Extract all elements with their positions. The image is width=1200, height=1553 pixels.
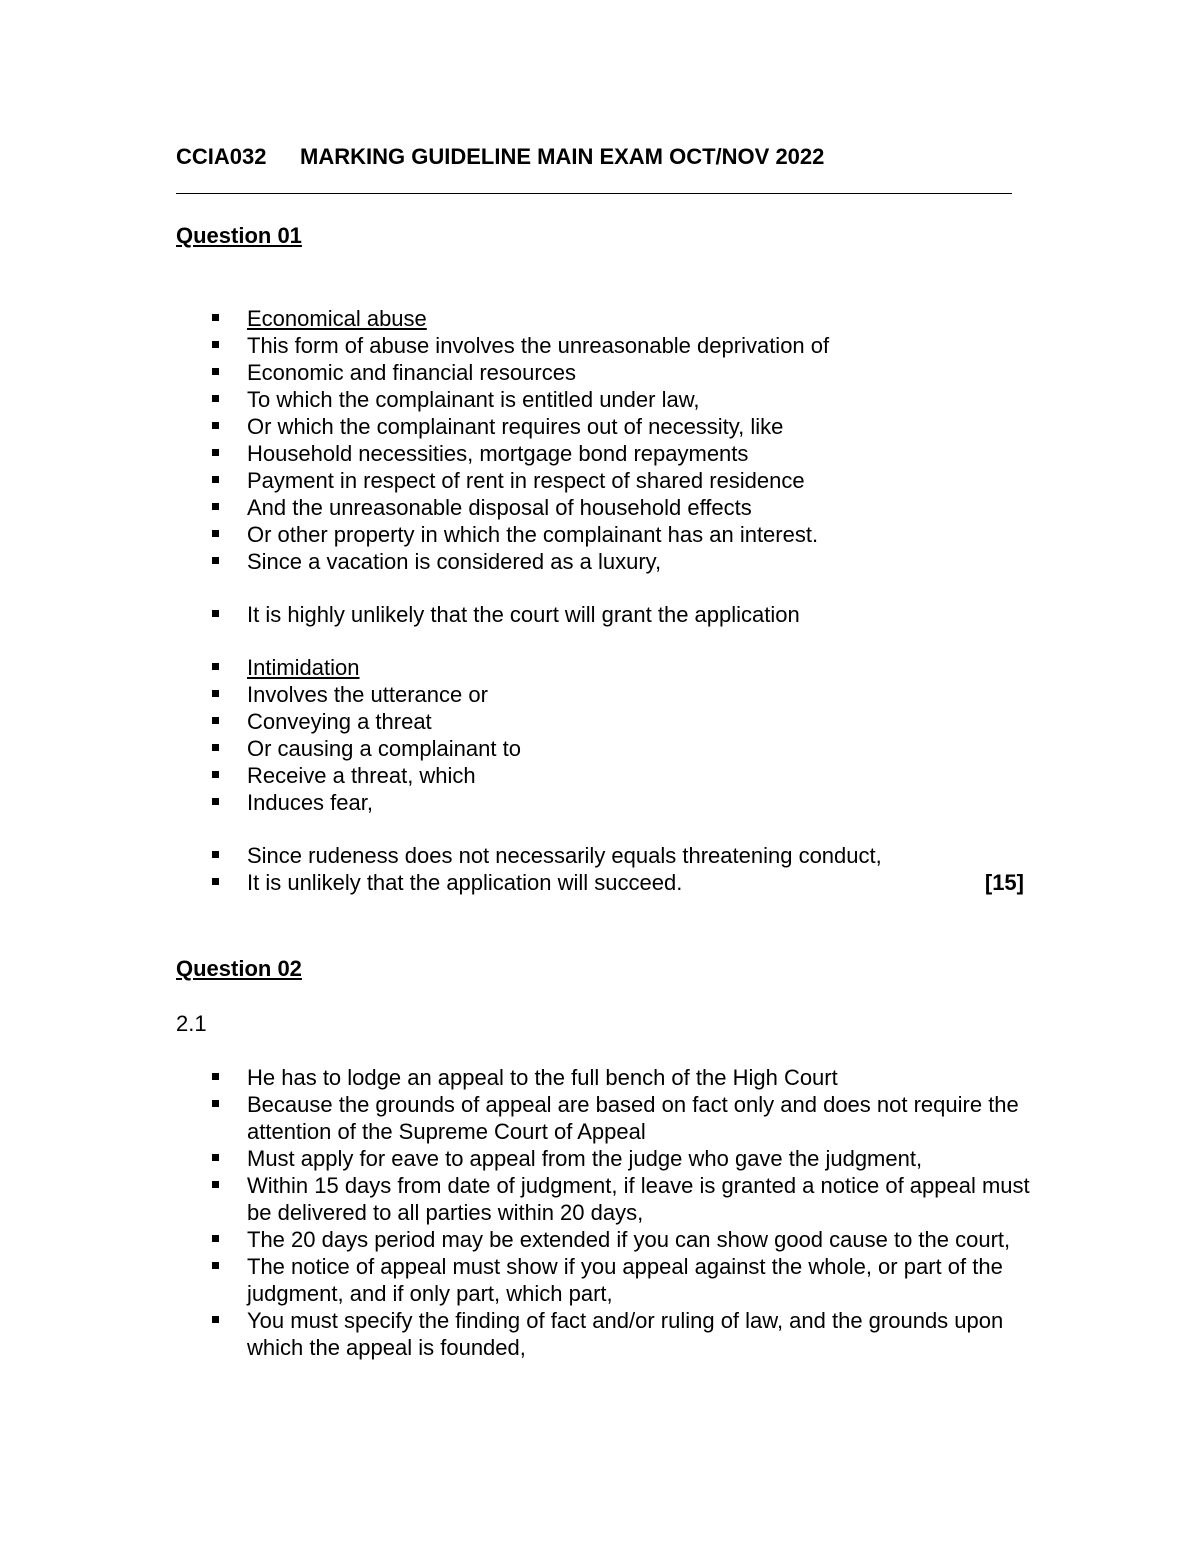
square-bullet-icon <box>212 1073 219 1080</box>
question-02-heading: Question 02 <box>176 956 302 981</box>
question-02-list <box>0 1064 1030 1361</box>
list-item: This form of abuse involves the unreasonable deprivation of <box>0 332 1030 359</box>
square-bullet-icon <box>212 530 219 537</box>
square-bullet-icon <box>212 717 219 724</box>
square-bullet-icon <box>212 851 219 858</box>
list-item: Household necessities, mortgage bond repayments <box>0 440 1030 467</box>
header-divider <box>176 193 1012 194</box>
square-bullet-icon <box>212 449 219 456</box>
square-bullet-icon <box>212 341 219 348</box>
square-bullet-icon <box>212 1316 219 1323</box>
square-bullet-icon <box>212 1100 219 1107</box>
document-title: MARKING GUIDELINE MAIN EXAM OCT/NOV 2022 <box>300 144 825 169</box>
list-item: Must apply for eave to appeal from the judge who gave the judgment, <box>0 1145 1030 1172</box>
list-item: Or which the complainant requires out of necessity, like <box>0 413 1030 440</box>
question-01-list <box>0 305 1030 896</box>
list-item: Economical abuse <box>0 305 1030 332</box>
question-01-heading: Question 01 <box>176 223 302 248</box>
list-item: You must specify the finding of fact and/or ruling of law, and the grounds upon which the appeal is founded, <box>0 1307 1030 1361</box>
document-header <box>176 143 824 171</box>
list-item: Payment in respect of rent in respect of shared residence <box>0 467 1030 494</box>
list-item: Or other property in which the complainant has an interest. <box>0 521 1030 548</box>
list-item: Since a vacation is considered as a luxury, <box>0 548 1030 575</box>
square-bullet-icon <box>212 878 219 885</box>
square-bullet-icon <box>212 1181 219 1188</box>
list-item: Involves the utterance or <box>0 681 1030 708</box>
square-bullet-icon <box>212 1154 219 1161</box>
square-bullet-icon <box>212 557 219 564</box>
square-bullet-icon <box>212 503 219 510</box>
list-item: It is highly unlikely that the court will grant the application <box>0 601 1030 628</box>
list-item: Intimidation <box>0 654 1030 681</box>
question-01-marks: [15] <box>984 870 1024 895</box>
sub-question-label: 2.1 <box>176 1011 207 1036</box>
square-bullet-icon <box>212 1262 219 1269</box>
list-item: He has to lodge an appeal to the full bench of the High Court <box>0 1064 1030 1091</box>
list-item: Receive a threat, which <box>0 762 1030 789</box>
list-item: Or causing a complainant to <box>0 735 1030 762</box>
square-bullet-icon <box>212 690 219 697</box>
list-item: Induces fear, <box>0 789 1030 816</box>
square-bullet-icon <box>212 1235 219 1242</box>
square-bullet-icon <box>212 368 219 375</box>
square-bullet-icon <box>212 476 219 483</box>
square-bullet-icon <box>212 771 219 778</box>
square-bullet-icon <box>212 395 219 402</box>
list-item: And the unreasonable disposal of household effects <box>0 494 1030 521</box>
list-item: Within 15 days from date of judgment, if leave is granted a notice of appeal must be delivered to all parties within 20 days, <box>0 1172 1030 1226</box>
list-item: The notice of appeal must show if you appeal against the whole, or part of the judgment, and if only part, which part, <box>0 1253 1030 1307</box>
square-bullet-icon <box>212 610 219 617</box>
square-bullet-icon <box>212 744 219 751</box>
list-item: Because the grounds of appeal are based on fact only and does not require the attention of the Supreme Court of Appeal <box>0 1091 1030 1145</box>
list-item: Since rudeness does not necessarily equals threatening conduct, <box>0 842 1030 869</box>
square-bullet-icon <box>212 422 219 429</box>
list-item: To which the complainant is entitled under law, <box>0 386 1030 413</box>
list-item: Economic and financial resources <box>0 359 1030 386</box>
square-bullet-icon <box>212 663 219 670</box>
course-code: CCIA032 <box>176 144 267 169</box>
list-item: Conveying a threat <box>0 708 1030 735</box>
list-item: It is unlikely that the application will succeed. [15] <box>0 869 1030 896</box>
list-item: The 20 days period may be extended if you can show good cause to the court, <box>0 1226 1030 1253</box>
square-bullet-icon <box>212 798 219 805</box>
square-bullet-icon <box>212 314 219 321</box>
